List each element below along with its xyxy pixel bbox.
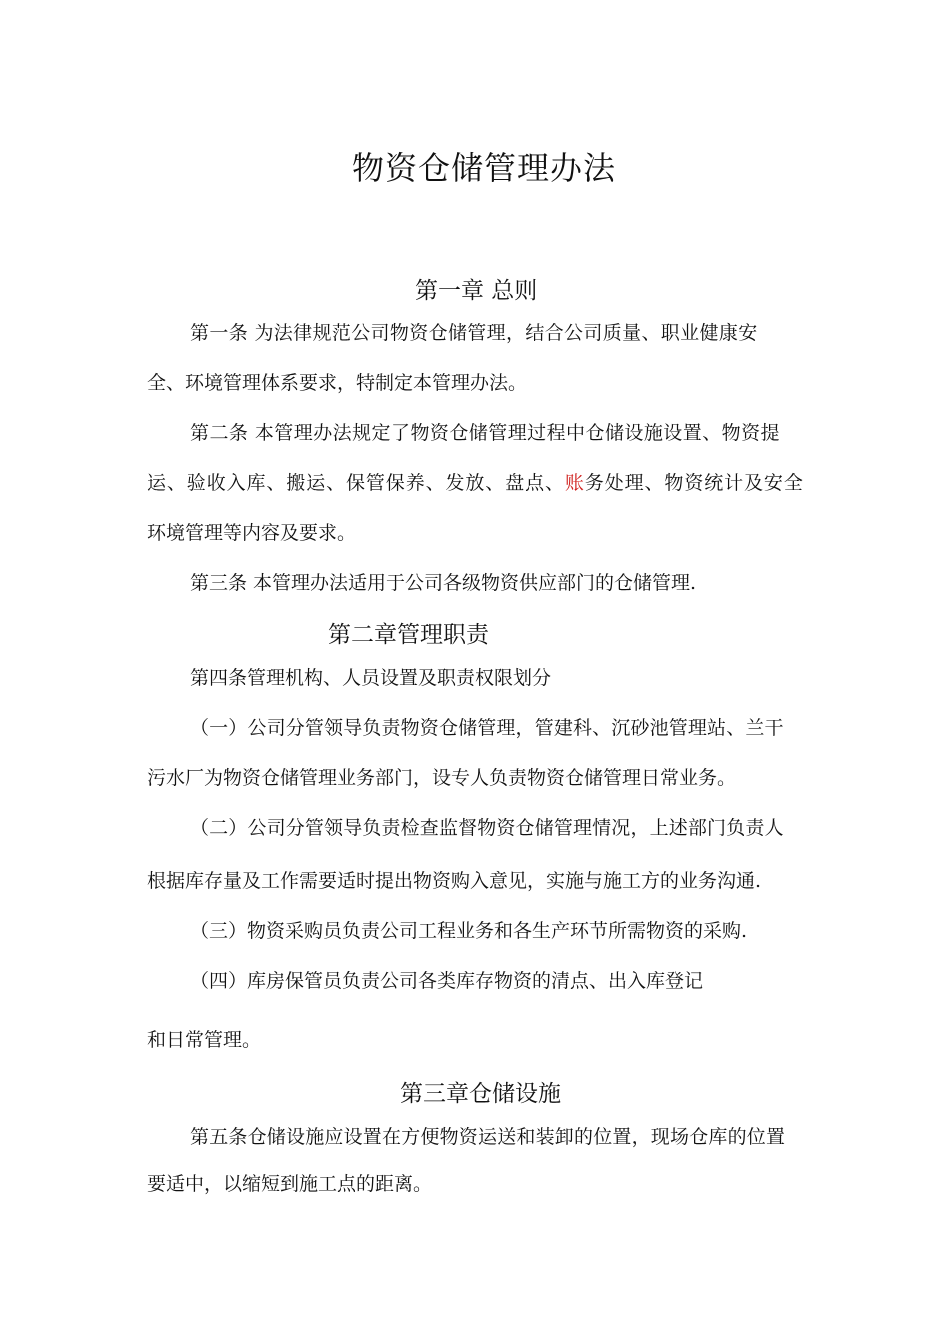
article-2-line-2-part-b: 务处理、物资统计及安全: [584, 472, 804, 494]
article-3-line-1: 第三条 本管理办法适用于公司各级物资供应部门的仓储管理.: [190, 572, 697, 594]
article-2-line-2: [147, 471, 804, 495]
item-4-line-1: （四）库房保管员负责公司各类库存物资的清点、出入库登记: [190, 970, 704, 992]
chapter-1-heading: 第一章 总则: [415, 278, 538, 304]
article-2-line-1: 第二条 本管理办法规定了物资仓储管理过程中仓储设施设置、物资提: [190, 422, 780, 444]
highlighted-character: 账: [564, 472, 585, 494]
document-title: 物资仓储管理办法: [351, 149, 616, 187]
article-2-line-3: 环境管理等内容及要求。: [147, 522, 357, 544]
item-1-line-1: （一）公司分管领导负责物资仓储管理，管建科、沉砂池管理站、兰干: [190, 717, 784, 739]
item-1-line-2: 污水厂为物资仓储管理业务部门，设专人负责物资仓储管理日常业务。: [147, 767, 737, 789]
item-2-line-1: （二）公司分管领导负责检查监督物资仓储管理情况，上述部门负责人: [190, 817, 784, 839]
article-4-line-1: 第四条管理机构、人员设置及职责权限划分: [190, 667, 552, 689]
article-1-line-2: 全、环境管理体系要求，特制定本管理办法。: [147, 372, 528, 394]
article-5-line-1: 第五条仓储设施应设置在方便物资运送和装卸的位置，现场仓库的位置: [190, 1126, 786, 1148]
article-2-line-2-part-a: 运、验收入库、搬运、保管保养、发放、盘点、: [147, 472, 565, 494]
article-5-line-2: 要适中，以缩短到施工点的距离。: [147, 1173, 433, 1195]
item-2-line-2: 根据库存量及工作需要适时提出物资购入意见，实施与施工方的业务沟通.: [147, 870, 762, 892]
article-1-line-1: 第一条 为法律规范公司物资仓储管理，结合公司质量、职业健康安: [190, 322, 758, 344]
item-3-line-1: （三）物资采购员负责公司工程业务和各生产环节所需物资的采购.: [190, 920, 748, 942]
item-4-line-2: 和日常管理。: [147, 1029, 262, 1051]
chapter-3-heading: 第三章仓储设施: [400, 1081, 561, 1107]
chapter-2-heading: 第二章管理职责: [328, 622, 489, 648]
